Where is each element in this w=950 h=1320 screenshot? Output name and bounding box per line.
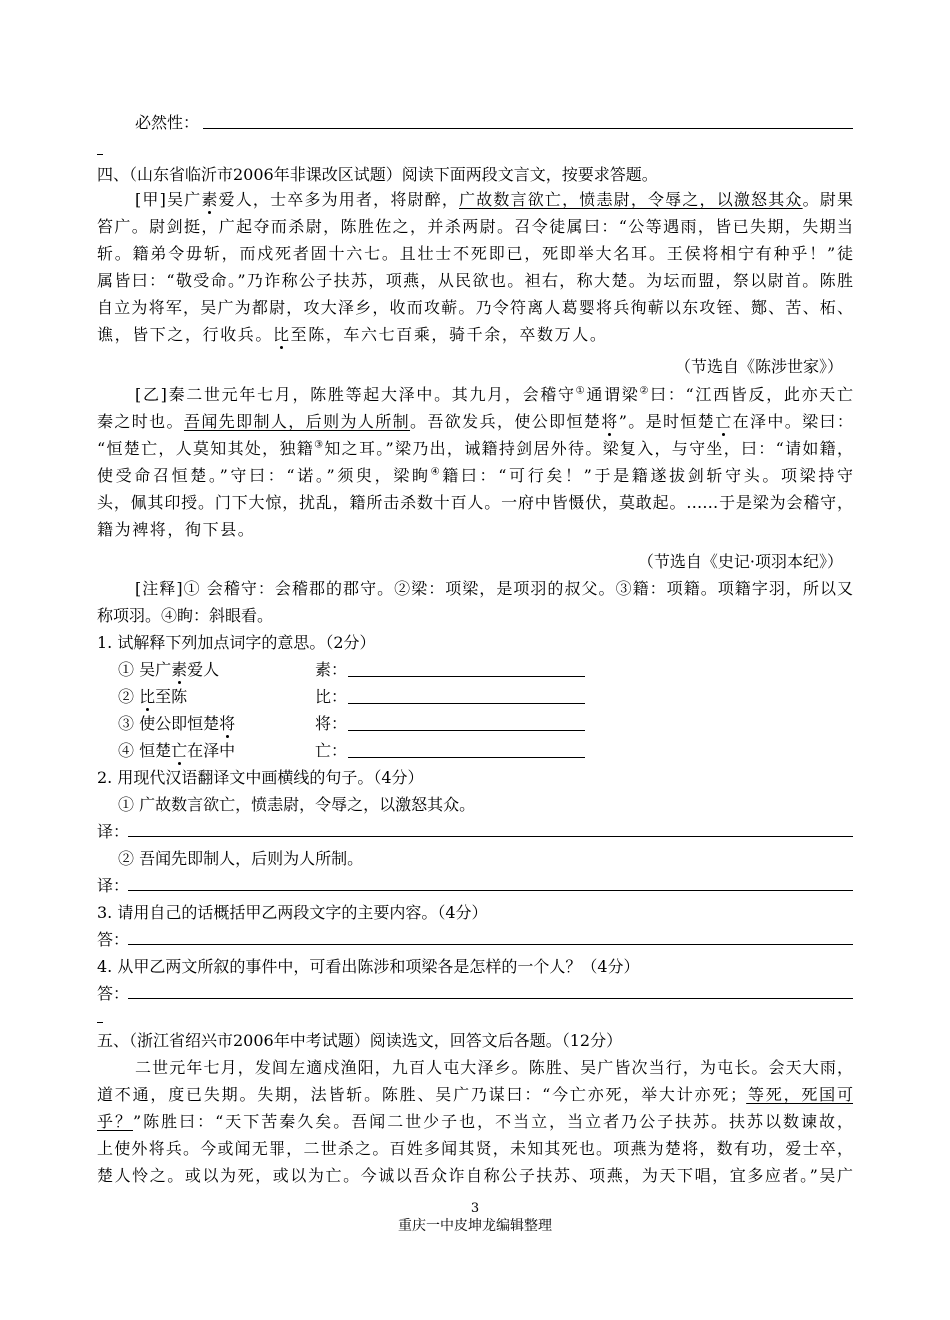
passage-yi-line: 头，佩其印授。门下大惊，扰乱，籍所击杀数十百人。一府中皆慑伏，莫敢起。……于是梁为会稽守， — [97, 493, 853, 512]
answer-label: 答： — [97, 930, 130, 949]
q1-item: ④ 恒楚亡在泽中 — [118, 741, 236, 760]
q1-item-key: 比： — [315, 687, 348, 706]
notes-line: [注释]① 会稽守：会稽郡的郡守。②梁：项梁，是项羽的叔父。③籍：项籍。项籍字羽，所以又 — [135, 579, 853, 598]
passage-yi-line: “恒楚亡，人莫知其处，独籍③知之耳。”梁乃出，诫籍持剑居外待。梁复入，与守坐，曰：“请如籍， — [97, 439, 853, 458]
dotted-char: 将 — [601, 412, 619, 431]
section-5-heading: 五、（浙江省绍兴市2006年中考试题）阅读选文，回答文后各题。（12分） — [97, 1031, 623, 1050]
section-marker — [97, 154, 103, 155]
q2-sentence-1: ① 广故数言欲亡，愤恚尉，令辱之，以激怒其众。 — [118, 795, 476, 814]
dotted-char: 比 — [139, 687, 156, 706]
section-4-heading: 四、（山东省临沂市2006年非课改区试题）阅读下面两段文言文，按要求答题。 — [97, 165, 658, 184]
passage-jia-line: 属皆曰：“敬受命。”乃诈称公子扶苏，项燕，从民欲也。袒右，称大楚。为坛而盟，祭以尉首。陈胜 — [97, 271, 853, 290]
footer-editor: 重庆一中皮坤龙编辑整理 — [398, 1218, 552, 1234]
answer-line[interactable] — [348, 703, 585, 704]
source-citation: （节选自《史记·项羽本纪》） — [637, 552, 843, 571]
passage-line: 二世元年七月，发闾左適戍渔阳，九百人屯大泽乡。陈胜、吴广皆次当行，为屯长。会天大雨， — [135, 1058, 853, 1077]
dotted-char: 比 — [273, 325, 291, 344]
dotted-char: 素 — [171, 660, 188, 679]
answer-line — [203, 128, 853, 129]
q1-item-key: 亡： — [315, 741, 348, 760]
page-number: 3 — [470, 1201, 480, 1216]
underlined-sentence: 广故数言欲亡，愤恚尉，令辱之，以激怒其众 — [459, 190, 803, 209]
source-citation: （节选自《陈涉世家》） — [674, 357, 843, 376]
passage-jia-line: 自立为将军，吴广为都尉，攻大泽乡，收而攻蕲。乃令符离人葛婴将兵徇蕲以东攻铚、酂、苦、柘、 — [97, 298, 853, 317]
passage-line: 上使外将兵。今或闻无罪，二世杀之。百姓多闻其贤，未知其死也。项燕为楚将，数有功，爱士卒， — [97, 1139, 853, 1158]
q1-item-key: 素： — [315, 660, 348, 679]
underlined-sentence: 等死，死国可 — [746, 1085, 853, 1104]
answer-line[interactable] — [348, 730, 585, 731]
translate-label: 译： — [97, 876, 130, 895]
passage-yi-line: 秦之时也。吾闻先即制人，后则为人所制。吾欲发兵，使公即恒楚将”。是时恒楚亡在泽中。梁曰： — [97, 412, 853, 431]
q1-item: ② 比至陈 — [118, 687, 188, 706]
question-2: 2. 用现代汉语翻译文中画横线的句子。（4分） — [97, 768, 424, 787]
passage-line: 道不通，度已失期。失期，法皆斩。陈胜、吴广乃谋曰：“今亡亦死，举大计亦死；等死，死国可 — [97, 1085, 853, 1104]
prev-question-label: 必然性： — [135, 113, 200, 132]
question-1: 1. 试解释下列加点词字的意思。（2分） — [97, 633, 376, 652]
dotted-char: 素 — [201, 190, 219, 209]
passage-yi-line: [乙]秦二世元年七月，陈胜等起大泽中。其九月，会稽守①通谓梁②曰：“江西皆反，此亦天亡 — [135, 385, 853, 404]
passage-jia-line: 斩。籍弟令毋斩，而戍死者固十六七。且壮士不死即已，死即举大名耳。王侯将相宁有种乎！”徒 — [97, 244, 853, 263]
answer-label: 答： — [97, 984, 130, 1003]
question-4: 4. 从甲乙两文所叙的事件中，可看出陈涉和项梁各是怎样的一个人？（4分） — [97, 957, 640, 976]
answer-line[interactable] — [128, 836, 853, 837]
answer-line[interactable] — [128, 890, 853, 891]
passage-yi-line: 使受命召恒楚。”守曰：“诺。”须臾，梁眴④籍曰：“可行矣！”于是籍遂拔剑斩守头。项梁持守 — [97, 466, 853, 485]
q1-item-key: 将： — [315, 714, 348, 733]
q1-item: ① 吴广素爱人 — [118, 660, 220, 679]
dotted-char: 将 — [219, 714, 236, 733]
underlined-sentence: 乎？ — [97, 1112, 133, 1131]
q2-sentence-2: ② 吾闻先即制人，后则为人所制。 — [118, 849, 364, 868]
passage-jia-line: 笞广。尉剑挺，广起夺而杀尉，陈胜佐之，并杀两尉。召令徒属曰：“公等遇雨，皆已失期，失期当 — [97, 217, 853, 236]
underlined-sentence: 吾闻先即制人，后则为人所制 — [183, 412, 411, 431]
translate-label: 译： — [97, 822, 130, 841]
dotted-char: 亡 — [715, 412, 733, 431]
passage-line: 楚人怜之。或以为死，或以为亡。今诚以吾众诈自称公子扶苏、项燕，为天下唱，宜多应者。”吴广 — [97, 1166, 853, 1185]
passage-jia-line: 谯，皆下之，行收兵。比至陈，车六七百乘，骑千余，卒数万人。 — [97, 325, 608, 344]
passage-yi-line: 籍为裨将，徇下县。 — [97, 520, 256, 539]
passage-line: 乎？”陈胜曰：“天下苦秦久矣。吾闻二世少子也，不当立，当立者乃公子扶苏。扶苏以数谏故， — [97, 1112, 853, 1131]
question-3: 3. 请用自己的话概括甲乙两段文字的主要内容。（4分） — [97, 903, 488, 922]
section-marker — [97, 1022, 103, 1023]
q1-item: ③ 使公即恒楚将 — [118, 714, 236, 733]
answer-line[interactable] — [128, 944, 853, 945]
answer-line[interactable] — [348, 757, 585, 758]
notes-line: 称项羽。④眴：斜眼看。 — [97, 606, 274, 625]
answer-line[interactable] — [348, 676, 585, 677]
dotted-char: 亡 — [171, 741, 188, 760]
answer-line[interactable] — [128, 998, 853, 999]
passage-jia-line: [甲]吴广素爱人，士卒多为用者，将尉醉，广故数言欲亡，愤恚尉，令辱之，以激怒其众。尉果 — [135, 190, 853, 209]
